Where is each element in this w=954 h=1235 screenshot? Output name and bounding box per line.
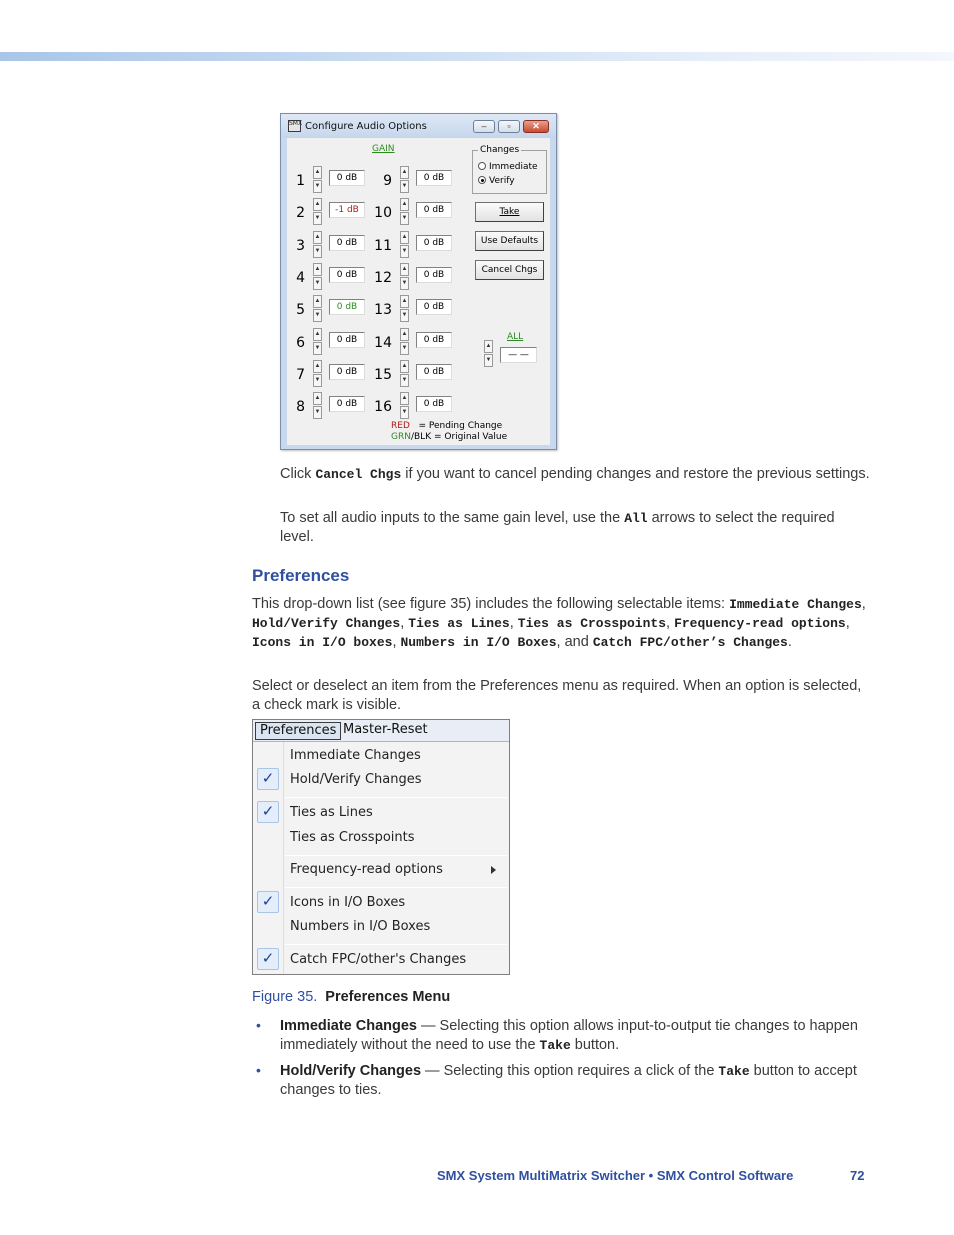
channel-gain-field[interactable]: 0 dB: [329, 299, 365, 315]
spin-up-arrow[interactable]: ▲: [400, 328, 409, 341]
channel-number: 3: [296, 237, 305, 254]
spin-down-arrow[interactable]: ▼: [400, 406, 409, 419]
spin-down-arrow[interactable]: ▼: [400, 342, 409, 355]
spin-down-arrow[interactable]: ▼: [313, 406, 322, 419]
menu-separator: [285, 797, 507, 798]
menu-item-frequency-read-options[interactable]: Frequency-read options: [290, 862, 443, 877]
legend-red-label: RED: [391, 421, 410, 431]
channel-spinner[interactable]: [313, 198, 322, 225]
bullet-post: button.: [570, 1037, 620, 1053]
p3-item: Frequency-read options: [674, 616, 846, 631]
channel-spinner[interactable]: [400, 198, 409, 225]
window-client-area: [287, 138, 550, 445]
legend-original: [391, 432, 507, 442]
spin-down-arrow[interactable]: ▼: [400, 245, 409, 258]
channel-spinner[interactable]: [400, 231, 409, 258]
channel-gain-field[interactable]: 0 dB: [329, 267, 365, 283]
spin-down-arrow[interactable]: ▼: [400, 374, 409, 387]
bullet-post: button to accept changes to ties.: [280, 1063, 857, 1098]
channel-gain-field[interactable]: 0 dB: [329, 332, 365, 348]
spin-down-arrow[interactable]: ▼: [400, 309, 409, 322]
radio-immediate[interactable]: [478, 162, 538, 172]
channel-number: 1: [296, 173, 305, 189]
check-icon: ✓: [257, 891, 279, 913]
channel-gain-field[interactable]: 0 dB: [416, 202, 452, 218]
channel-number: 12: [374, 269, 392, 286]
channel-number: 13: [374, 302, 392, 319]
header-gradient-bar: [0, 52, 954, 61]
menu-item-numbers-in-io-boxes[interactable]: Numbers in I/O Boxes: [290, 919, 431, 934]
app-icon: SMX: [288, 120, 301, 132]
channel-number: 15: [374, 366, 392, 383]
menu-master-reset[interactable]: Master-Reset: [343, 722, 428, 737]
check-icon: ✓: [257, 948, 279, 970]
channel-number: 9: [383, 173, 392, 189]
channel-spinner[interactable]: [313, 328, 322, 355]
bullet-dot: •: [256, 1062, 261, 1078]
channel-gain-field[interactable]: 0 dB: [416, 299, 452, 315]
p3-item: Numbers in I/O Boxes: [400, 635, 557, 650]
p3-item: Icons in I/O boxes: [252, 635, 393, 650]
menu-item-catch-fpc-changes[interactable]: Catch FPC/other's Changes: [290, 952, 467, 967]
bullet-pre: — Selecting this option requires a click of the: [421, 1063, 719, 1079]
channel-gain-field[interactable]: 0 dB: [329, 364, 365, 380]
menu-item-ties-as-crosspoints[interactable]: Ties as Crosspoints: [290, 830, 415, 845]
legend-red-text: = Pending Change: [418, 421, 503, 431]
window-title-bar[interactable]: [281, 114, 556, 138]
radio-immediate-label: Immediate: [489, 162, 538, 172]
select-paragraph: Select or deselect an item from the Preferences menu as required. When an option is selected, a check mark is visible.: [252, 678, 862, 713]
spin-down-arrow[interactable]: ▼: [313, 212, 322, 225]
preferences-heading: Preferences: [252, 566, 350, 585]
configure-audio-options-window: [280, 113, 557, 450]
close-button[interactable]: ✕: [523, 120, 549, 133]
p2-code: All: [624, 511, 648, 526]
menu-item-hold-verify-changes[interactable]: Hold/Verify Changes: [290, 772, 422, 787]
take-button[interactable]: [475, 202, 544, 222]
spin-down-arrow[interactable]: ▼: [313, 374, 322, 387]
channel-spinner[interactable]: [400, 295, 409, 322]
bullet-immediate-changes: [280, 1017, 870, 1055]
spin-up-arrow[interactable]: ▲: [400, 198, 409, 211]
spin-up-arrow[interactable]: ▲: [313, 231, 322, 244]
check-icon: ✓: [257, 801, 279, 823]
radio-verify-label: Verify: [489, 176, 515, 186]
legend-grn-label: GRN: [391, 432, 411, 442]
channel-gain-field[interactable]: 0 dB: [329, 396, 365, 412]
spin-up-arrow[interactable]: ▲: [400, 231, 409, 244]
spin-up-arrow[interactable]: ▲: [400, 295, 409, 308]
menu-gutter: [283, 742, 284, 974]
p1-pre: Click: [280, 466, 316, 482]
spin-down-arrow[interactable]: ▼: [313, 309, 322, 322]
spin-up-arrow[interactable]: ▲: [313, 360, 322, 373]
gain-title: GAIN: [372, 144, 395, 154]
channel-gain-field[interactable]: 0 dB: [329, 170, 365, 186]
channel-spinner[interactable]: [313, 360, 322, 387]
spin-up-arrow[interactable]: ▲: [313, 198, 322, 211]
channel-gain-field[interactable]: 0 dB: [416, 364, 452, 380]
spin-down-arrow[interactable]: ▼: [400, 277, 409, 290]
bullet-bold: Immediate Changes: [280, 1018, 417, 1034]
channel-number: 5: [296, 302, 305, 319]
channel-spinner[interactable]: [313, 295, 322, 322]
channel-gain-field[interactable]: 0 dB: [329, 235, 365, 251]
radio-verify[interactable]: [478, 176, 515, 186]
channel-spinner[interactable]: [313, 166, 322, 193]
all-up-arrow[interactable]: ▲: [484, 340, 493, 353]
channel-number: 6: [296, 334, 305, 351]
channel-spinner[interactable]: [400, 328, 409, 355]
menu-separator: [285, 887, 507, 888]
spin-down-arrow[interactable]: ▼: [313, 342, 322, 355]
figure-caption: [252, 989, 450, 1005]
p3-item: Hold/Verify Changes: [252, 616, 401, 631]
channel-spinner[interactable]: [400, 263, 409, 290]
figure-number: Figure 35.: [252, 989, 318, 1005]
p3-item: Catch FPC/other’s Changes: [592, 635, 788, 650]
all-down-arrow[interactable]: ▼: [484, 354, 493, 367]
legend-grn-text: /BLK = Original Value: [410, 432, 508, 442]
all-value-field[interactable]: — —: [500, 347, 537, 363]
menu-preferences[interactable]: Preferences: [255, 722, 341, 740]
all-title: ALL: [507, 332, 524, 342]
spin-up-arrow[interactable]: ▲: [400, 166, 409, 179]
menu-item-icons-in-io-boxes[interactable]: Icons in I/O Boxes: [290, 895, 406, 910]
spin-down-arrow[interactable]: ▼: [313, 277, 322, 290]
p3-pre: This drop-down list (see figure 35) includes the following selectable items:: [252, 596, 730, 612]
channel-gain-field[interactable]: -1 dB: [329, 202, 365, 218]
bullet-code: Take: [539, 1038, 571, 1053]
preferences-intro: This drop-down list (see figure 35) includes the following selectable items: Immediate Changes, Hold/Verify Changes, Ties as Lines, Ties as Crosspoints, Frequency-read options, Icons in I/O boxes, Numbers in I/O Boxes, and Catch FPC/other’s Changes.: [252, 596, 866, 650]
spin-up-arrow[interactable]: ▲: [400, 360, 409, 373]
footer-title: SMX System MultiMatrix Switcher • SMX Control Software: [437, 1168, 794, 1183]
spin-down-arrow[interactable]: ▼: [313, 245, 322, 258]
legend-pending: [391, 421, 502, 431]
channel-spinner[interactable]: [400, 392, 409, 419]
p3-item: Ties as Crosspoints: [517, 616, 667, 631]
bullet-bold: Hold/Verify Changes: [280, 1063, 422, 1079]
bullet-hold-verify-changes: [280, 1062, 870, 1100]
channel-number: 10: [374, 205, 392, 222]
all-paragraph: [280, 509, 870, 547]
changes-group-title: Changes: [480, 145, 520, 155]
channel-number: 16: [374, 399, 392, 416]
menu-separator: [285, 944, 507, 945]
p1-post: if you want to cancel pending changes and restore the previous settings.: [401, 466, 870, 482]
channel-number: 2: [296, 205, 305, 222]
menu-bar: [253, 720, 509, 742]
preferences-menu-screenshot: [252, 719, 510, 975]
channel-number: 4: [296, 269, 305, 286]
channel-spinner[interactable]: [400, 360, 409, 387]
submenu-arrow-icon: [491, 866, 496, 874]
radio-verify-dot[interactable]: [478, 176, 486, 184]
channel-number: 8: [296, 399, 305, 416]
spin-up-arrow[interactable]: ▲: [400, 392, 409, 405]
spin-down-arrow[interactable]: ▼: [400, 180, 409, 193]
spin-up-arrow[interactable]: ▲: [400, 263, 409, 276]
bullet-pre: — Selecting this option allows input-to-output tie changes to happen immediately without the need to use the: [280, 1018, 858, 1053]
menu-item-immediate-changes[interactable]: Immediate Changes: [290, 748, 421, 763]
menu-separator: [285, 855, 507, 856]
figure-title: Preferences Menu: [325, 989, 451, 1005]
spin-up-arrow[interactable]: ▲: [313, 263, 322, 276]
spin-up-arrow[interactable]: ▲: [313, 295, 322, 308]
bullet-dot: •: [256, 1017, 261, 1033]
p3-and: and: [564, 634, 589, 650]
channel-gain-field[interactable]: 0 dB: [416, 267, 452, 283]
spin-down-arrow[interactable]: ▼: [313, 180, 322, 193]
channel-number: 7: [296, 366, 305, 383]
channel-spinner[interactable]: [313, 231, 322, 258]
channel-spinner[interactable]: [400, 166, 409, 193]
maximize-button[interactable]: ▫: [498, 120, 520, 133]
spin-up-arrow[interactable]: ▲: [313, 392, 322, 405]
p2-pre: To set all audio inputs to the same gain level, use the: [280, 510, 625, 526]
p3-item: Ties as Lines: [408, 616, 510, 631]
minimize-button[interactable]: –: [473, 120, 495, 133]
channel-gain-field[interactable]: 0 dB: [416, 235, 452, 251]
radio-immediate-dot[interactable]: [478, 162, 486, 170]
channel-number: 11: [374, 237, 392, 254]
take-button-label: Take: [499, 207, 520, 217]
cancel-changes-button[interactable]: Cancel Chgs: [475, 260, 544, 280]
spin-down-arrow[interactable]: ▼: [400, 212, 409, 225]
page-number: 72: [850, 1168, 865, 1183]
spin-up-arrow[interactable]: ▲: [313, 328, 322, 341]
bullet-code: Take: [718, 1064, 750, 1079]
channel-gain-field[interactable]: 0 dB: [416, 170, 452, 186]
cancel-paragraph: [280, 465, 870, 484]
channel-spinner[interactable]: [313, 263, 322, 290]
channel-gain-field[interactable]: 0 dB: [416, 332, 452, 348]
p2-post: arrows to select the required level.: [280, 510, 835, 545]
use-defaults-button[interactable]: Use Defaults: [475, 231, 544, 251]
all-spinner[interactable]: [484, 340, 493, 367]
window-title: Configure Audio Options: [305, 121, 427, 132]
menu-item-ties-as-lines[interactable]: Ties as Lines: [290, 805, 373, 820]
p3-item: Immediate Changes: [729, 597, 862, 612]
check-icon: ✓: [257, 768, 279, 790]
channel-spinner[interactable]: [313, 392, 322, 419]
spin-up-arrow[interactable]: ▲: [313, 166, 322, 179]
p1-code: Cancel Chgs: [315, 467, 402, 482]
channel-gain-field[interactable]: 0 dB: [416, 396, 452, 412]
changes-group: [472, 145, 547, 194]
channel-number: 14: [374, 334, 392, 351]
